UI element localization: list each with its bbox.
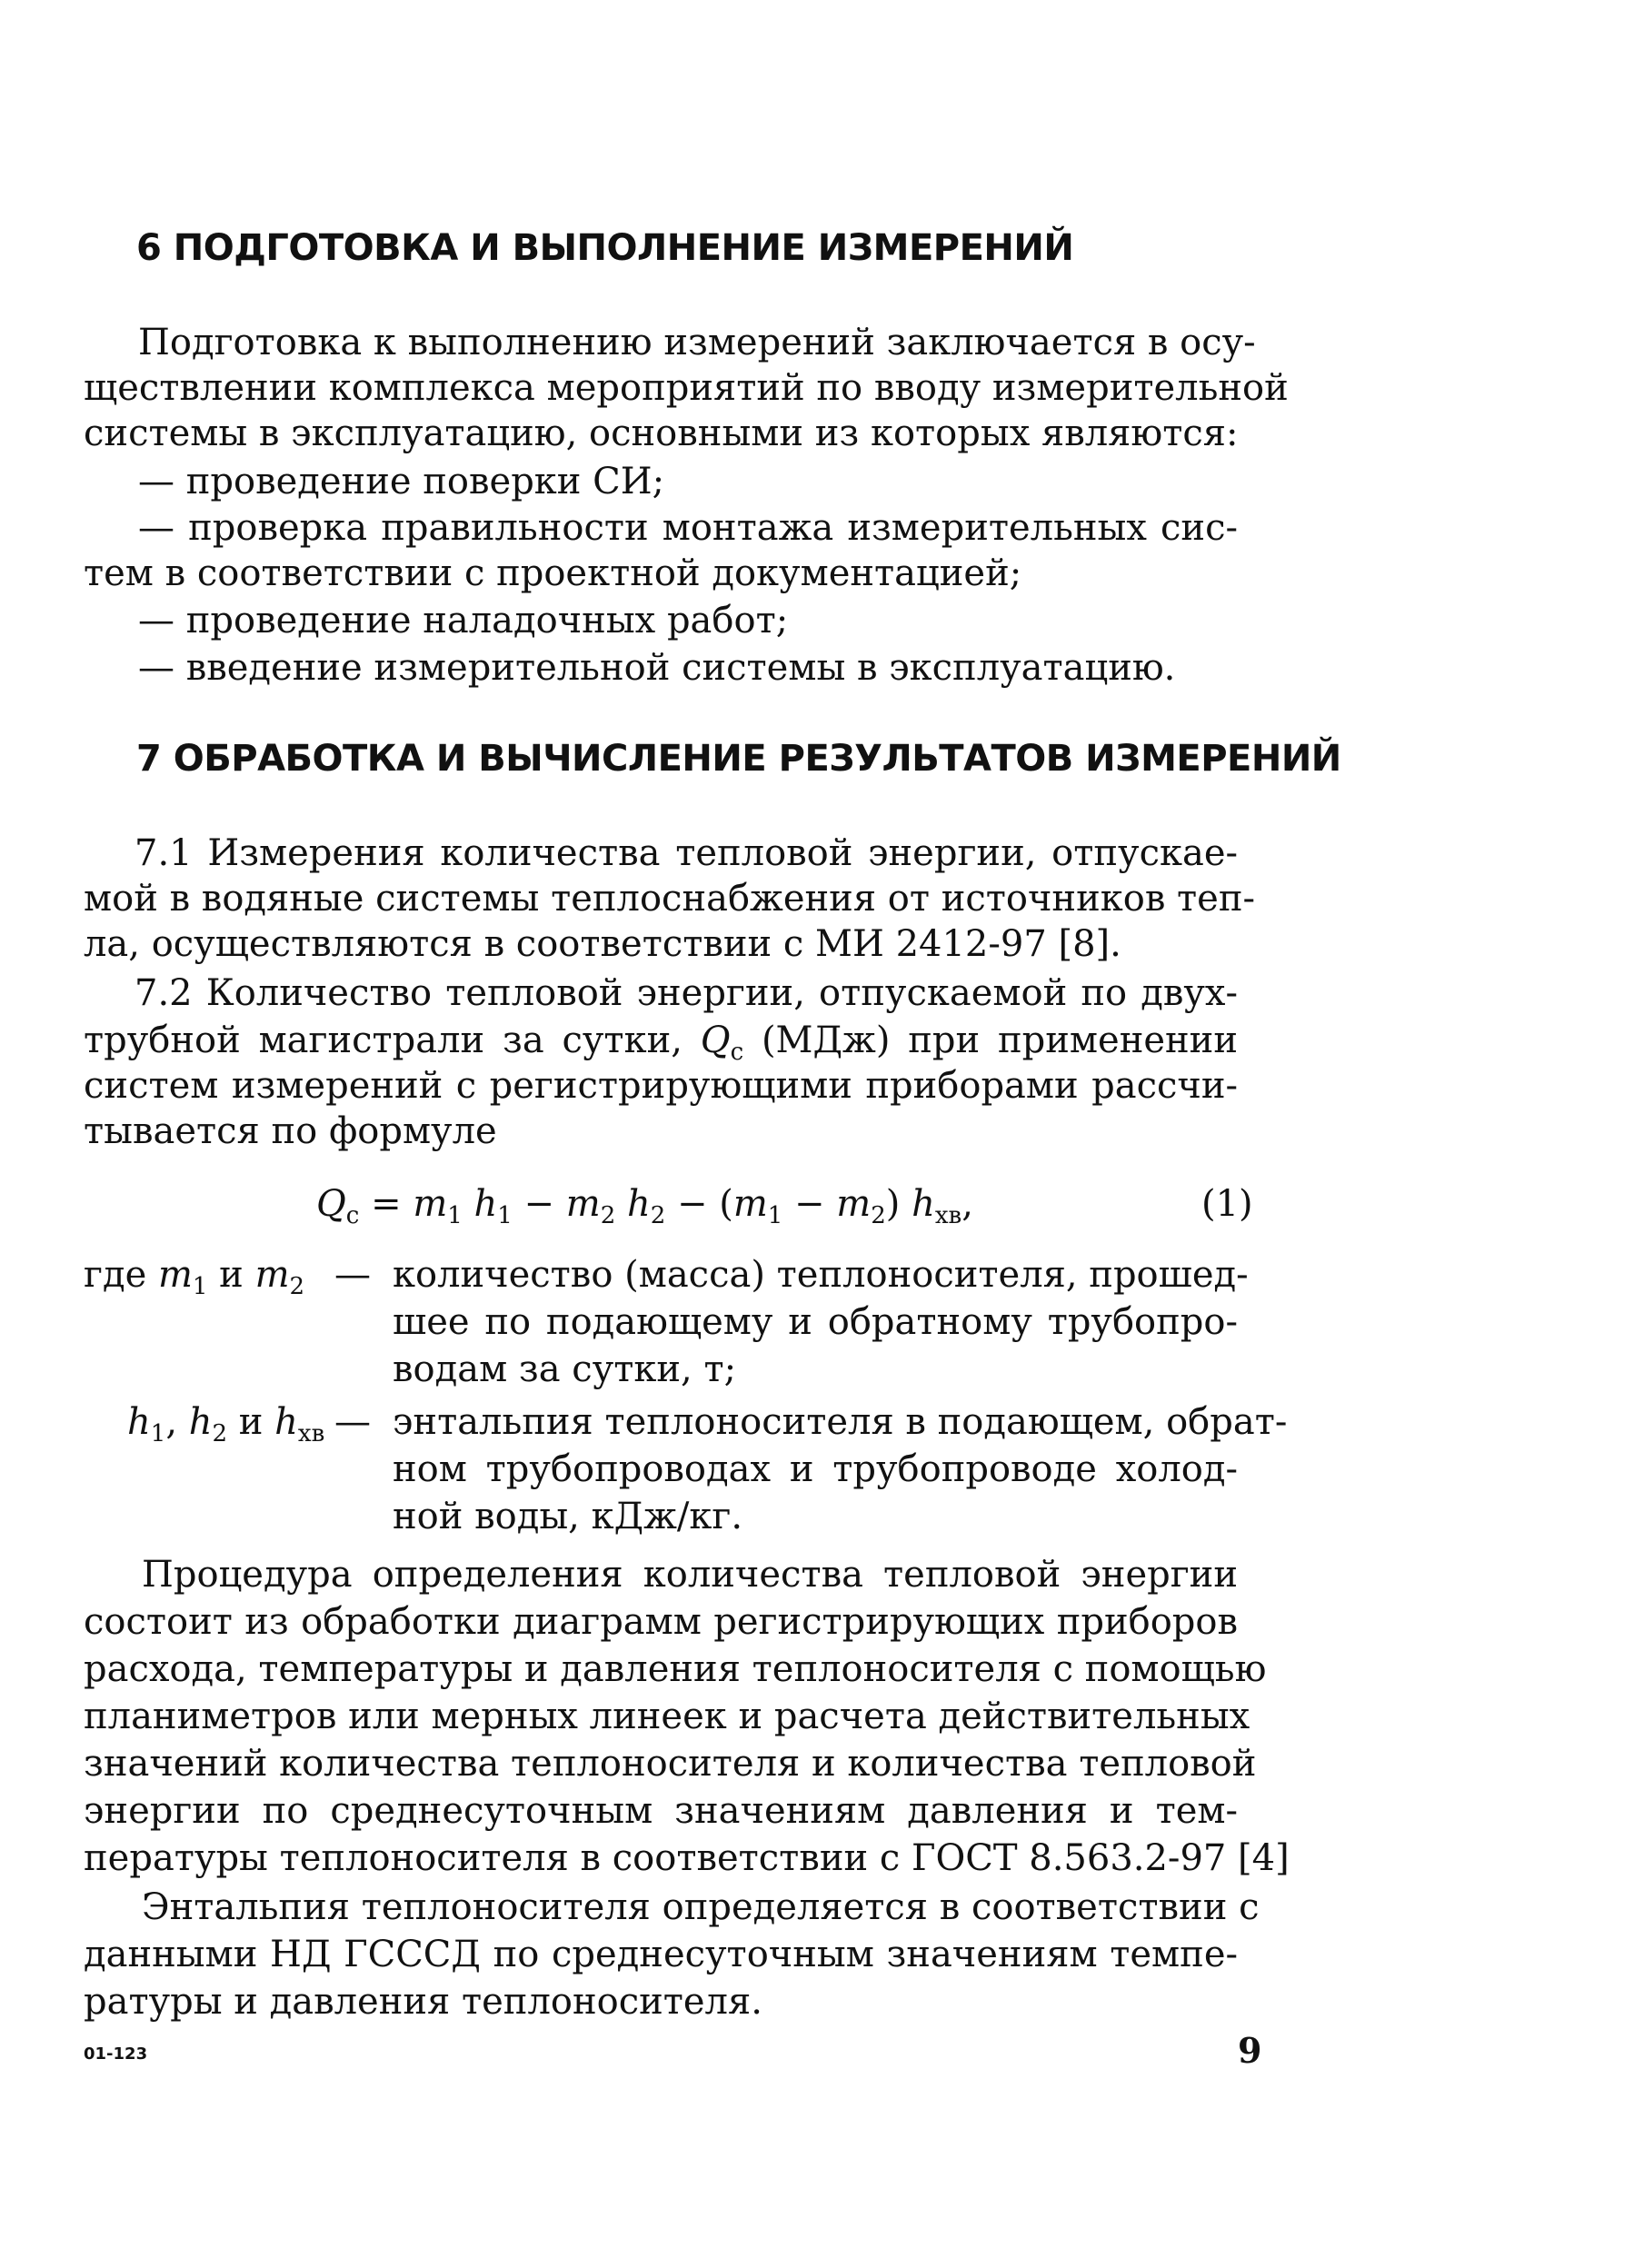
- section-7-heading: 7 ОБРАБОТКА И ВЫЧИСЛЕНИЕ РЕЗУЛЬТАТОВ ИЗМЕРЕНИЙ: [136, 738, 1341, 780]
- formula-m2b-sub: 2: [871, 1202, 886, 1229]
- enthalpy-line-3: ратуры и давления теплоносителя.: [84, 1981, 762, 2023]
- list-item-poverka: — проведение поверки СИ;: [138, 461, 665, 502]
- procedure-line-4: планиметров или мерных линеек и расчета действительных: [84, 1696, 1250, 1737]
- enthalpy-line-1: Энтальпия теплоносителя определяется в соответствии с: [142, 1886, 1260, 1928]
- where-m1-sub: 1: [192, 1273, 208, 1300]
- where-h2: h: [188, 1401, 213, 1443]
- where-desc-2-line-3: ной воды, кДж/кг.: [393, 1496, 743, 1537]
- p71-line-2: мой в водяные системы теплоснабжения от источников теп-: [84, 878, 1256, 920]
- where-desc-1-line-1: количество (масса) теплоносителя, прошед-: [393, 1254, 1249, 1296]
- p72-line-4: тывается по формуле: [84, 1110, 497, 1152]
- procedure-line-1: Процедура определения количества тепловой энергии: [142, 1554, 1238, 1596]
- formula-minus-1: −: [512, 1183, 566, 1225]
- where-desc-1-line-2: шее по подающему и обратному трубопро-: [393, 1301, 1238, 1343]
- where-desc-2-line-2: ном трубопроводах и трубопроводе холод-: [393, 1448, 1238, 1490]
- procedure-line-6: энергии по среднесуточным значениям давления и тем-: [84, 1790, 1238, 1832]
- qc-subscript: с: [730, 1039, 744, 1066]
- formula-m2b: m: [836, 1183, 872, 1225]
- section-6-heading: 6 ПОДГОТОВКА И ВЫПОЛНЕНИЕ ИЗМЕРЕНИЙ: [136, 227, 1074, 269]
- formula-minus-2: −: [665, 1183, 720, 1225]
- list-item-montazh: — проверка правильности монтажа измерительных сис-: [138, 507, 1238, 549]
- procedure-line-3: расхода, температуры и давления теплоносителя с помощью: [84, 1648, 1267, 1690]
- formula-m2: m: [565, 1183, 601, 1225]
- formula-h2-sub: 2: [650, 1202, 666, 1229]
- where-desc-1-line-3: водам за сутки, т;: [393, 1348, 737, 1390]
- formula-m1-sub: 1: [447, 1202, 463, 1229]
- where-hxv-sub: хв: [297, 1420, 325, 1447]
- qc-symbol: Q: [700, 1020, 731, 1061]
- procedure-line-5: значений количества теплоносителя и количества тепловой: [84, 1743, 1257, 1785]
- formula-hxv: h: [912, 1183, 935, 1225]
- formula-m1: m: [413, 1183, 448, 1225]
- p72-text-b: (МДж) при применении: [743, 1020, 1239, 1061]
- section-6-line-1: Подготовка к выполнению измерений заключается в осу-: [138, 322, 1256, 363]
- list-item-montazh-cont: тем в соответствии с проектной документацией;: [84, 552, 1022, 594]
- p71-line-1: 7.1 Измерения количества тепловой энергии, отпускае-: [135, 832, 1238, 874]
- document-code: 01-123: [84, 2044, 148, 2064]
- p72-line-3: систем измерений с регистрирующими приборами рассчи-: [84, 1065, 1238, 1107]
- p72-text-a: трубной магистрали за сутки,: [84, 1020, 701, 1061]
- where-h2-sub: 2: [212, 1420, 228, 1447]
- section-6-line-3: системы в эксплуатацию, основными из которых являются:: [84, 413, 1239, 454]
- formula-m2-sub: 2: [600, 1202, 616, 1229]
- where-m2: m: [254, 1254, 290, 1296]
- where-desc-2-line-1: энтальпия теплоносителя в подающем, обрат-: [393, 1401, 1288, 1443]
- procedure-line-2: состоит из обработки диаграмм регистрирующих приборов: [84, 1601, 1238, 1643]
- formula-paren-close: ): [885, 1183, 901, 1225]
- formula-minus-3: −: [782, 1183, 837, 1225]
- where-h1-sub: 1: [150, 1420, 166, 1447]
- where-comma: ,: [165, 1401, 189, 1443]
- where-m1: m: [157, 1254, 193, 1296]
- where-h1: h: [127, 1401, 151, 1443]
- formula-1: [316, 1181, 973, 1227]
- where-symbols-1: [84, 1252, 304, 1298]
- formula-equals: =: [359, 1183, 413, 1225]
- enthalpy-line-2: данными НД ГСССД по среднесуточным значениям темпе-: [84, 1934, 1238, 1975]
- formula-q-sub: с: [345, 1202, 360, 1229]
- where-hxv: h: [274, 1401, 298, 1443]
- page-number: 9: [1238, 2030, 1262, 2071]
- formula-h1: h: [473, 1183, 498, 1225]
- formula-h1-sub: 1: [497, 1202, 513, 1229]
- where-and-2: и: [227, 1401, 275, 1443]
- where-and-1: и: [207, 1254, 255, 1296]
- p71-line-3: ла, осуществляются в соответствии с МИ 2412-97 [8].: [84, 923, 1121, 965]
- p72-line-1: 7.2 Количество тепловой энергии, отпускаемой по двух-: [135, 972, 1238, 1014]
- where-prefix: где: [84, 1254, 158, 1296]
- where-m2-sub: 2: [289, 1273, 305, 1300]
- list-item-naladka: — проведение наладочных работ;: [138, 600, 789, 642]
- formula-hxv-sub: хв: [934, 1202, 962, 1229]
- procedure-line-7: пературы теплоносителя в соответствии с ГОСТ 8.563.2-97 [4]: [84, 1837, 1290, 1879]
- formula-number: (1): [1201, 1183, 1253, 1225]
- formula-h2: h: [626, 1183, 651, 1225]
- formula-q: Q: [316, 1183, 346, 1225]
- where-dash-1: —: [334, 1254, 371, 1296]
- list-item-vvedenie: — введение измерительной системы в эксплуатацию.: [138, 647, 1176, 689]
- formula-paren-open: (: [719, 1183, 733, 1225]
- p72-line-2: [84, 1018, 1239, 1066]
- section-6-line-2: ществлении комплекса мероприятий по вводу измерительной: [84, 367, 1289, 409]
- where-symbols-2: [127, 1399, 324, 1445]
- formula-m1b: m: [732, 1183, 768, 1225]
- where-dash-2: —: [334, 1401, 371, 1443]
- formula-comma: ,: [961, 1183, 973, 1225]
- formula-m1b-sub: 1: [767, 1202, 783, 1229]
